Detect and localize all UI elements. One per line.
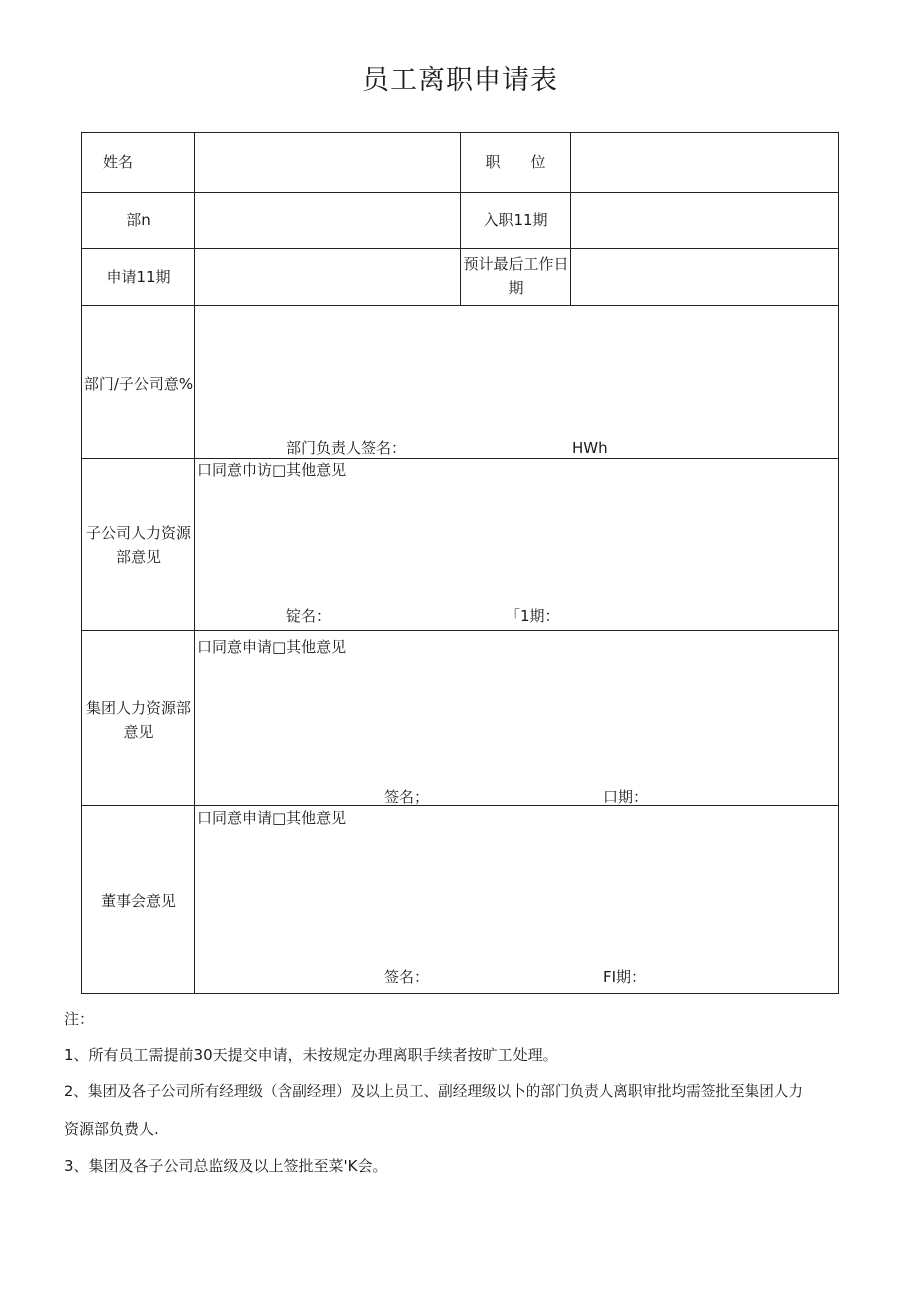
hire-date-label: 入职11期 [483, 211, 548, 229]
group-hr-options[interactable]: 口同意申请□其他意见 [197, 638, 347, 656]
note-item: 1、所有员工需提前30天提交申请，未按规定办理离职手续者按旷工处理。 [64, 1046, 558, 1064]
group-hr-opinion-field[interactable] [196, 660, 837, 780]
note-item: 资源部负费人. [64, 1120, 159, 1138]
dept-opinion-field[interactable] [196, 307, 837, 432]
sub-hr-options[interactable]: 口同意巾访□其他意见 [197, 461, 347, 479]
name-label: 姓名 [102, 153, 133, 171]
dept-opinion-date-label: HWh [572, 439, 608, 457]
board-signature-label: 签名： [384, 968, 430, 986]
group-hr-opinion-label: 集团人力资源部意见 [85, 699, 191, 741]
last-workday-field[interactable] [572, 250, 837, 304]
group-hr-date-label: 口期： [603, 788, 649, 806]
board-options[interactable]: 口同意申请□其他意见 [197, 809, 347, 827]
group-hr-signature-label: 签名； [384, 788, 430, 806]
department-field[interactable] [196, 194, 459, 247]
position-field[interactable] [572, 134, 837, 191]
hire-date-field[interactable] [572, 194, 837, 247]
board-opinion-field[interactable] [196, 832, 837, 960]
department-label: 部n [126, 211, 151, 229]
sub-hr-signature-label: 锭名： [286, 607, 332, 625]
notes-heading: 注： [64, 1010, 95, 1028]
last-workday-label: 预计最后工作日期 [463, 255, 569, 297]
note-item: 2、集团及各子公司所有经理级（含副经理）及以上员工、副经理级以卜的部门负责人离职审批均需签批至集团人力 [64, 1083, 803, 1100]
form-title: 员工离职申请表 [362, 65, 558, 96]
sub-hr-date-label: 「1期： [505, 607, 560, 625]
dept-opinion-label: 部门/子公司意% [83, 375, 194, 393]
position-label: 职 位 [485, 153, 546, 171]
board-opinion-label: 董事会意见 [100, 892, 176, 910]
apply-date-field[interactable] [196, 250, 459, 304]
board-date-label: FI期： [603, 968, 647, 986]
sub-hr-opinion-label: 子公司人力资源部意见 [85, 524, 191, 566]
dept-head-signature-label: 部门负责人签名： [286, 439, 407, 457]
name-field[interactable] [196, 134, 459, 191]
note-item: 3、集团及各子公司总监级及以上签批至菜'K会。 [64, 1157, 388, 1175]
apply-date-label: 申请11期 [106, 268, 171, 286]
sub-hr-opinion-field[interactable] [196, 484, 837, 602]
